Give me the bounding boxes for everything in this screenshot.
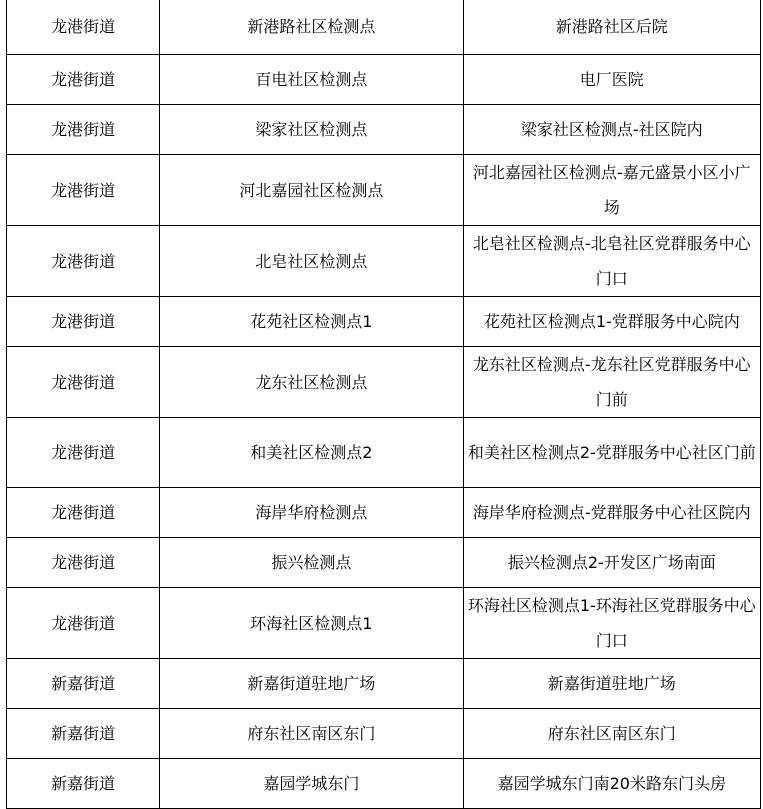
- table-row: [7, 55, 761, 105]
- table-row: [7, 759, 761, 809]
- site-cell: 新港路社区检测点: [160, 0, 463, 55]
- table-row: [7, 709, 761, 759]
- street-cell: 龙港街道: [7, 155, 160, 226]
- location-text: 河北嘉园社区检测点-嘉元盛景小区小广场: [472, 163, 751, 217]
- location-cell: [463, 588, 760, 659]
- location-text: 龙东社区检测点-龙东社区党群服务中心门前: [472, 355, 751, 409]
- site-cell: 环海社区检测点1: [160, 588, 463, 659]
- location-cell: 梁家社区检测点-社区院内: [463, 105, 760, 155]
- site-cell: 北皂社区检测点: [160, 226, 463, 297]
- street-cell: 龙港街道: [7, 538, 160, 588]
- street-cell: 龙港街道: [7, 55, 160, 105]
- table-row: [7, 659, 761, 709]
- table-row: [7, 418, 761, 488]
- table-row: [7, 488, 761, 538]
- table-row: [7, 588, 761, 659]
- site-cell: 嘉园学城东门: [160, 759, 463, 809]
- street-cell: 龙港街道: [7, 297, 160, 347]
- street-cell: 龙港街道: [7, 226, 160, 297]
- location-cell: 花苑社区检测点1-党群服务中心院内: [463, 297, 760, 347]
- site-cell: 花苑社区检测点1: [160, 297, 463, 347]
- site-cell: 梁家社区检测点: [160, 105, 463, 155]
- street-cell: 新嘉街道: [7, 709, 160, 759]
- street-cell: 龙港街道: [7, 488, 160, 538]
- table-row: [7, 347, 761, 418]
- location-cell: [463, 226, 760, 297]
- site-cell: 府东社区南区东门: [160, 709, 463, 759]
- street-cell: 龙港街道: [7, 105, 160, 155]
- street-cell: 龙港街道: [7, 418, 160, 488]
- table-row: [7, 297, 761, 347]
- site-cell: 龙东社区检测点: [160, 347, 463, 418]
- street-cell: 龙港街道: [7, 0, 160, 55]
- table-row: [7, 155, 761, 226]
- site-cell: 海岸华府检测点: [160, 488, 463, 538]
- street-cell: 龙港街道: [7, 588, 160, 659]
- site-cell: 百电社区检测点: [160, 55, 463, 105]
- location-cell: 振兴检测点2-开发区广场南面: [463, 538, 760, 588]
- site-cell: 和美社区检测点2: [160, 418, 463, 488]
- table-row: [7, 538, 761, 588]
- table-row: [7, 226, 761, 297]
- site-cell: 新嘉街道驻地广场: [160, 659, 463, 709]
- table-row: [7, 105, 761, 155]
- location-cell: [463, 155, 760, 226]
- site-cell: 振兴检测点: [160, 538, 463, 588]
- testing-sites-table: [6, 0, 761, 809]
- street-cell: 新嘉街道: [7, 659, 160, 709]
- location-cell: 府东社区南区东门: [463, 709, 760, 759]
- location-cell: [463, 418, 760, 488]
- location-text: 海岸华府检测点-党群服务中心社区院内: [472, 503, 751, 522]
- location-cell: [463, 347, 760, 418]
- location-cell: 新港路社区后院: [463, 0, 760, 55]
- location-text: 和美社区检测点2-党群服务中心社区门前: [467, 443, 756, 462]
- location-cell: 电厂医院: [463, 55, 760, 105]
- location-cell: [463, 488, 760, 538]
- table-row: [7, 0, 761, 55]
- street-cell: 新嘉街道: [7, 759, 160, 809]
- location-text: 北皂社区检测点-北皂社区党群服务中心门口: [472, 234, 751, 288]
- site-cell: 河北嘉园社区检测点: [160, 155, 463, 226]
- location-cell: 新嘉街道驻地广场: [463, 659, 760, 709]
- location-cell: 嘉园学城东门南20米路东门头房: [463, 759, 760, 809]
- street-cell: 龙港街道: [7, 347, 160, 418]
- location-text: 环海社区检测点1-环海社区党群服务中心门口: [467, 596, 756, 650]
